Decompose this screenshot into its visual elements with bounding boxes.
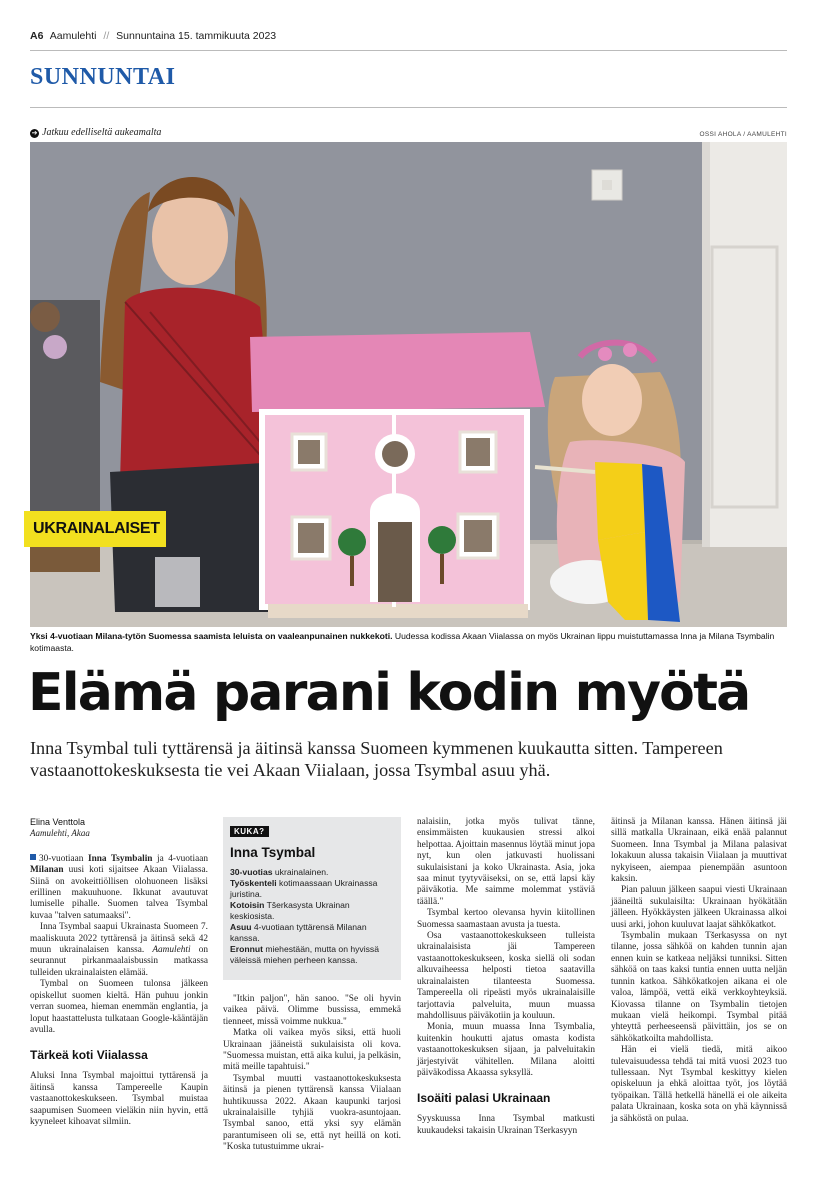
continued-text: Jatkuu edelliseltä aukeamalta xyxy=(42,127,162,138)
caption-bold: Yksi 4-vuotiaan Milana-tytön Suomessa saamista leluista on vaaleanpunainen nukkekoti. xyxy=(30,631,393,641)
issue-date: Sunnuntaina 15. tammikuuta 2023 xyxy=(116,30,277,42)
byline-place: Aamulehti, Akaa xyxy=(30,828,90,839)
byline-author: Elina Venttola xyxy=(30,817,86,827)
page-number: A6 xyxy=(30,30,44,42)
who-box-tag: KUKA? xyxy=(230,826,269,837)
column-2 xyxy=(223,994,401,1154)
who-box-item: Työskenteli kotimaassaan Ukrainassa juristina. xyxy=(230,878,378,899)
page-masthead xyxy=(30,30,787,50)
section-rule xyxy=(30,107,787,108)
paragraph: Tsymbal kertoo olevansa hyvin kiitollinen Suomessa saamastaan avusta ja tuesta. xyxy=(417,908,595,930)
paragraph: Tymbal on Suomeen tulonsa jälkeen opiskellut suomen kieltä. Hän puhuu jonkin verran suomea, hieman enemmän englantia, ja loput haastattelusta tulkataan Google-kääntäjän avulla. xyxy=(30,979,208,1035)
paragraph: "Itkin paljon", hän sanoo. "Se oli hyvin vaikea päivä. Olimme bussissa, emmekä tienneet, missä voimme nukkua." xyxy=(223,994,401,1027)
category-tag: UKRAINALAISET xyxy=(24,511,166,547)
section-title: SUNNUNTAI xyxy=(30,64,176,90)
paragraph: Monia, muun muassa Inna Tsymbalia, kuitenkin houkutti ajatus omasta kodista vastaanottokeskuksen sijaan, ja palveluitakin järjestyivät vähitellen. Milana aloitti päiväkodissa Akaassa syksyllä. xyxy=(417,1022,595,1078)
masthead-rule xyxy=(30,50,787,51)
paragraph: Osa vastaanottokeskukseen tulleista ukrainalaisista jäi Tampereen vastaanottokeskukseen, koska siellä oli sodan alkuvaiheessa helposti tietoa saatavilla ukrainalaisten tilanteesta Suomessa. Tampereella oli ripeästi myös ukrainalaisille tarjottavia palveluita, muun muassa mahdollisuus päiväkotiin ja kouluun. xyxy=(417,931,595,1021)
paragraph: Tsymbalin mukaan Tšerkasyssa on nyt tilanne, jossa sähköä on kahden tunnin ajan ennen kuin se katkeaa neljäksi tunniksi. Sitten sähköä on taas kaksi tuntia ennen uutta neljän tunnin katkoa. Sähkökatkojen aikana ei ole valoa, lämpöä, vettä eikä verkkoyhteyksiä. Kiovassa tilanne on Tsymbalin tietojen mukaan vielä heikompi. Tsymbal pitää yhteyttä perheeseensä päivittäin, jos se on sähkökatkoilta mahdollista. xyxy=(611,931,787,1044)
who-box-item: 30-vuotias ukrainalainen. xyxy=(230,867,329,877)
paragraph: Tsymbal muutti vastaanottokeskuksesta äitinsä ja pienen tyttärensä kanssa Viialaan huhtikuussa 2022. Akaan kaupunki tarjosi ukrainalaisille tyhjiä vuokra-asuntojaan. Tsymbal sanoo, että yksi syy elämän parantumiseen oli se, että nyt heillä on koti. "Koska tutustuimme ukrai- xyxy=(223,1073,401,1153)
paragraph: Pian paluun jälkeen saapui viesti Ukrainaan jääneiltä sukulaisilta: Ukrainaan hyökätään jälleen. Hyökkäysten jälkeen Ukrainassa alkoi uusi arki, johon kuuluvat laajat sähkökatkot. xyxy=(611,885,787,930)
paragraph: Inna Tsymbal saapui Ukrainasta Suomeen 7. maaliskuuta 2022 tyttärensä ja äitinsä sekä 42 muun ukrainalaisen kanssa. Aamulehti on seurannut pirkanmaalaisbussin matkassa tulleiden ukrainalaisten elämää. xyxy=(30,922,208,978)
square-bullet-icon xyxy=(30,854,36,860)
paragraph: Aluksi Inna Tsymbal majoittui tyttärensä ja äitinsä kanssa Tampereelle Kaupin vastaanottokeskukseen. Tsymbal muistaa saapumisen Suomeen vieläkin niin hyvin, että kyyneleet kihoavat silmiin. xyxy=(30,1071,208,1127)
who-box-name: Inna Tsymbal xyxy=(230,845,316,860)
who-box-item: Kotoisin Tšerkasysta Ukrainan keskiosista. xyxy=(230,900,350,921)
who-box-item: Eronnut miehestään, mutta on hyvissä väleissä miehen perheen kanssa. xyxy=(230,944,380,965)
paragraph: Matka oli vaikea myös siksi, että huoli Ukrainaan jääneistä sukulaisista oli kova. "Suomessa muistan, että aika kului, ja pelkäsin, mitä meille tapahtuisi." xyxy=(223,1028,401,1073)
paragraph: äitinsä ja Milanan kanssa. Hänen äitinsä jäi sillä matkalla Ukrainaan, eikä enää palannut Suomeen. Inna Tsymbal ja Milana palasivat lokakuun alussa takaisin Viialaan ja muuttivat nykyiseen, aiempaa pienempään asuntoon kaksin. xyxy=(611,817,787,885)
column-4 xyxy=(611,817,787,1125)
paragraph: 30-vuotiaan Inna Tsymbalin ja 4-vuotiaan Milanan uusi koti sijaitsee Akaan Viialassa. Siinä on avokeittiöllisen olohuoneen lisäksi erillinen makuuhuone. Ikkunat avautuvat lumiselle pihalle. Suomen talvea Tsymbal kuvaa "talven satumaaksi". xyxy=(30,853,208,921)
paragraph: nalaisiin, jotka myös tulivat tänne, ensimmäisten kuukausien stressi alkoi helpottaa. Ajoittain masennus löytää minut jopa nyt, kun olen jatkuvasti huolissani sukulaisistani ja koko Ukrainasta. Asia, joka saa minut tyytyväiseksi, on se, että lapsi käy päiväkotia. Me saimme molemmat ystäviä täällä." xyxy=(417,817,595,907)
caption-rest: Uudessa kodissa Akaan Viialassa on myös Ukrainan lippu muistuttamassa Inna ja Milana Tsymbalin kotimaasta. xyxy=(30,631,775,653)
article-lead: Inna Tsymbal tuli tyttärensä ja äitinsä kanssa Suomeen kymmenen kuukautta sitten. Tampereen vastaanottokeskuksesta tie vei Akaan Viialaan, jossa Tsymbal asuu yhä. xyxy=(30,738,723,780)
article-headline: Elämä parani kodin myötä xyxy=(28,663,750,723)
newspaper-name: Aamulehti xyxy=(49,30,97,42)
column-3 xyxy=(417,817,595,1137)
subheading: Isoäiti palasi Ukrainaan xyxy=(417,1091,551,1106)
continued-note xyxy=(30,127,161,138)
paragraph: Syyskuussa Inna Tsymbal matkusti kuukaudeksi takaisin Ukrainan Tšerkasyyn xyxy=(417,1114,595,1136)
who-box-item: Asuu 4-vuotiaan tyttärensä Milanan kanssa. xyxy=(230,922,367,943)
arrow-right-icon: ➔ xyxy=(31,129,38,137)
article-photo xyxy=(30,142,787,627)
masthead-separator: // xyxy=(103,30,110,42)
photo-caption xyxy=(30,630,787,654)
paragraph: Hän ei vielä tiedä, mitä aikoo tulevaisuudessa tehdä tai mitä vuosi 2023 tuo tullessaan. Nyt Tsymbal keskittyy kielen opiskeluun ja ehkä aloittaa työt, jos löytää työpaikan. Tällä hetkellä hänellä ei ole aikeita palata Ukrainaan, koska sota on yhä käynnissä ja sähköstä on pulaa. xyxy=(611,1045,787,1124)
column-1 xyxy=(30,817,208,1128)
who-box xyxy=(223,817,401,980)
subheading: Tärkeä koti Viialassa xyxy=(30,1048,148,1063)
photo-credit: OSSI AHOLA / AAMULEHTI xyxy=(699,131,787,138)
